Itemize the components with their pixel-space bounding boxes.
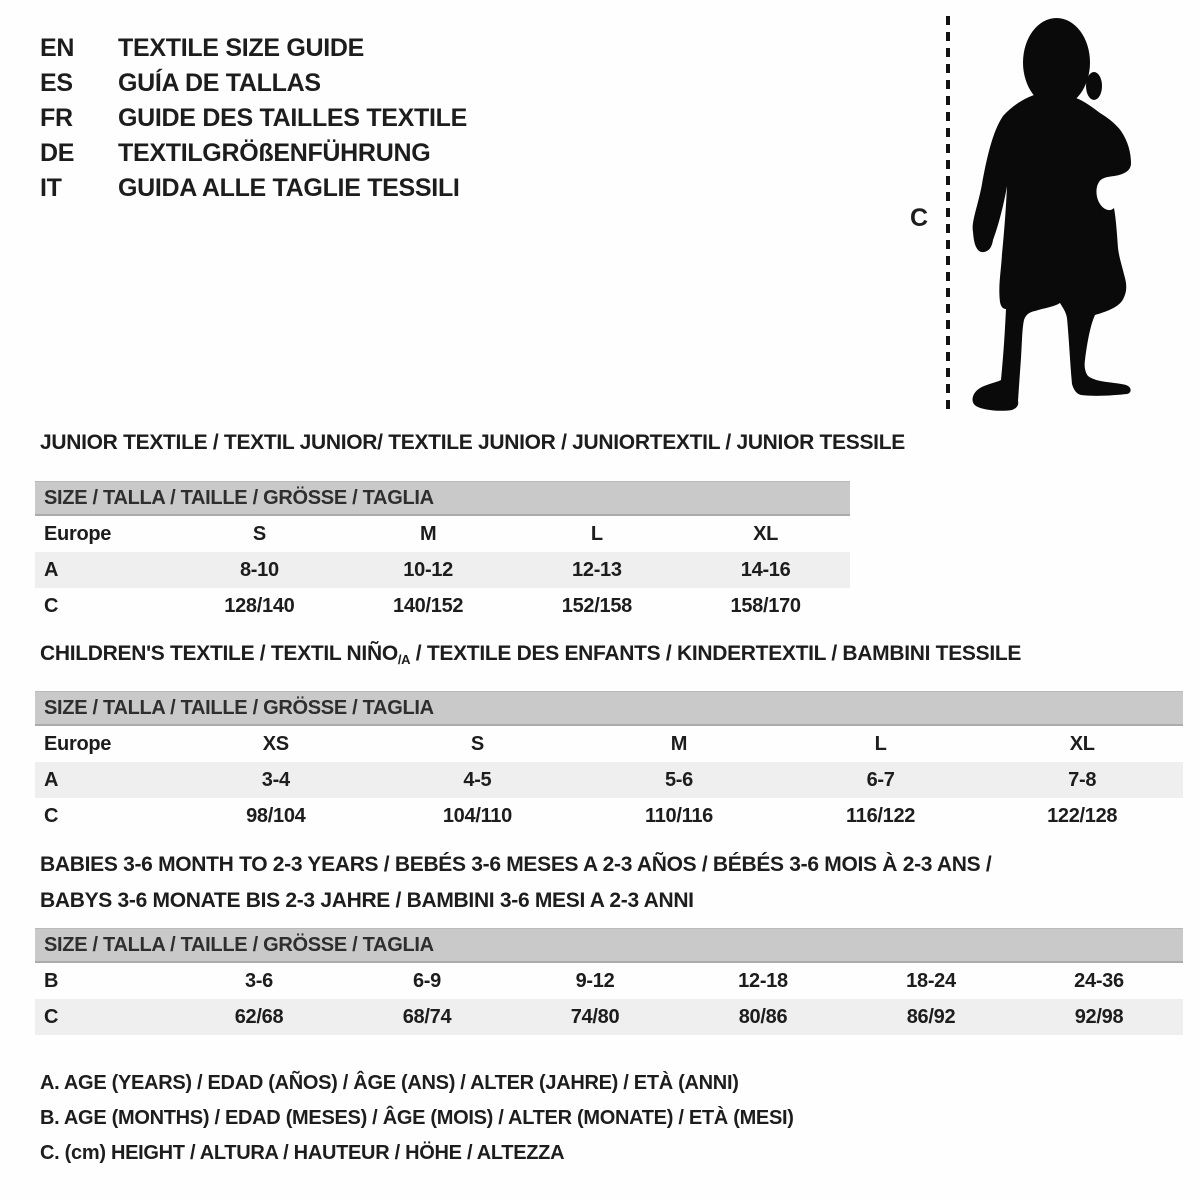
table-cell: XL (1069, 733, 1095, 755)
table-cell: 9-12 (575, 970, 615, 992)
babies-title-line1: BABIES 3-6 MONTH TO 2-3 YEARS / BEBÉS 3-6 MESES A 2-3 AÑOS / BÉBÉS 3-6 MOIS À 2-3 ANS / (40, 853, 992, 876)
toddler-silhouette-icon (962, 14, 1140, 416)
table-cell: 24-36 (1074, 970, 1124, 992)
table-cell: 12-13 (572, 559, 622, 581)
legend-age-months: B. AGE (MONTHS) / EDAD (MESES) / ÂGE (MOIS) / ALTER (MONATE) / ETÀ (MESI) (40, 1107, 794, 1129)
children-title-part1: CHILDREN'S TEXTILE / TEXTIL NIÑO (40, 642, 398, 665)
table-cell: 12-18 (738, 970, 788, 992)
row-label: C (44, 805, 59, 827)
table-cell: 92/98 (1074, 1006, 1124, 1028)
height-measure-dashed-line (944, 16, 952, 421)
height-measure-label: C (910, 204, 928, 232)
row-label: B (44, 970, 59, 992)
junior-size-table (35, 481, 850, 624)
table-cell: 3-6 (244, 970, 273, 992)
babies-section-title (40, 847, 991, 919)
babies-row-age-months (35, 963, 1183, 999)
table-cell: 128/140 (224, 595, 295, 617)
table-cell: 62/68 (234, 1006, 284, 1028)
babies-row-height (35, 999, 1183, 1035)
babies-size-table (35, 928, 1183, 1035)
table-cell: S (252, 523, 266, 545)
row-label: Europe (44, 523, 112, 545)
guide-title-fr: GUIDE DES TAILLES TEXTILE (118, 104, 468, 132)
babies-size-header: SIZE / TALLA / TAILLE / GRÖSSE / TAGLIA (35, 928, 1183, 963)
table-cell: 104/110 (442, 805, 512, 827)
row-label: Europe (44, 733, 112, 755)
table-cell: 140/152 (393, 595, 464, 617)
table-cell: 7-8 (1068, 769, 1097, 791)
junior-row-height (35, 588, 850, 624)
language-code: IT (40, 174, 62, 202)
table-cell: 122/128 (1047, 805, 1118, 827)
table-cell: L (874, 733, 887, 755)
table-cell: 98/104 (246, 805, 306, 827)
guide-title-es: GUÍA DE TALLAS (118, 69, 321, 97)
language-code: ES (40, 69, 73, 97)
table-cell: 116/122 (846, 805, 916, 827)
row-label: A (44, 559, 59, 581)
table-cell: S (470, 733, 484, 755)
table-cell: 4-5 (463, 769, 492, 791)
table-cell: 10-12 (403, 559, 453, 581)
table-cell: XS (262, 733, 289, 755)
table-cell: 6-7 (866, 769, 895, 791)
language-row-it (40, 171, 467, 206)
junior-size-header: SIZE / TALLA / TAILLE / GRÖSSE / TAGLIA (35, 481, 850, 516)
table-cell: 18-24 (906, 970, 956, 992)
row-label: A (44, 769, 59, 791)
junior-section-title: JUNIOR TEXTILE / TEXTIL JUNIOR/ TEXTILE JUNIOR / JUNIORTEXTIL / JUNIOR TESSILE (40, 431, 905, 454)
table-cell: 158/170 (730, 595, 801, 617)
table-cell: L (590, 523, 603, 545)
table-cell: M (670, 733, 688, 755)
legend-height-cm: C. (cm) HEIGHT / ALTURA / HAUTEUR / HÖHE / ALTEZZA (40, 1142, 565, 1164)
guide-title-de: TEXTILGRÖßENFÜHRUNG (118, 139, 431, 167)
language-title-list (40, 31, 467, 206)
measurement-legend (40, 1066, 794, 1171)
dashed-line-icon (944, 16, 952, 416)
children-row-age (35, 762, 1183, 798)
row-label: C (44, 1006, 59, 1028)
table-cell: 68/74 (402, 1006, 452, 1028)
language-code: DE (40, 139, 75, 167)
language-row-es (40, 66, 467, 101)
children-size-table (35, 691, 1183, 834)
children-row-europe (35, 726, 1183, 762)
table-cell: 110/116 (644, 805, 713, 827)
table-cell: 3-4 (261, 769, 290, 791)
language-code: FR (40, 104, 73, 132)
table-cell: 80/86 (738, 1006, 788, 1028)
legend-age-years: A. AGE (YEARS) / EDAD (AÑOS) / ÂGE (ANS) / ALTER (JAHRE) / ETÀ (ANNI) (40, 1072, 739, 1094)
language-row-fr (40, 101, 467, 136)
table-cell: 74/80 (570, 1006, 620, 1028)
babies-title-line2: BABYS 3-6 MONATE BIS 2-3 JAHRE / BAMBINI 3-6 MESI A 2-3 ANNI (40, 889, 694, 912)
language-row-en (40, 31, 467, 66)
table-cell: 8-10 (239, 559, 279, 581)
table-cell: XL (753, 523, 779, 545)
children-section-title (40, 641, 1021, 673)
table-cell: 86/92 (906, 1006, 956, 1028)
table-cell: 14-16 (740, 559, 791, 581)
junior-row-age (35, 552, 850, 588)
children-row-height (35, 798, 1183, 834)
guide-title-en: TEXTILE SIZE GUIDE (118, 34, 365, 62)
children-size-header: SIZE / TALLA / TAILLE / GRÖSSE / TAGLIA (35, 691, 1183, 726)
children-title-part2: / TEXTILE DES ENFANTS / KINDERTEXTIL / BAMBINI TESSILE (410, 642, 1022, 665)
table-cell: 5-6 (664, 769, 693, 791)
language-row-de (40, 136, 467, 171)
language-code: EN (40, 34, 75, 62)
row-label: C (44, 595, 59, 617)
junior-row-europe (35, 516, 850, 552)
table-cell: M (419, 523, 437, 545)
guide-title-it: GUIDA ALLE TAGLIE TESSILI (118, 174, 460, 202)
children-title-subscript: /A (397, 652, 411, 667)
table-cell: 152/158 (561, 595, 632, 617)
table-cell: 6-9 (412, 970, 441, 992)
